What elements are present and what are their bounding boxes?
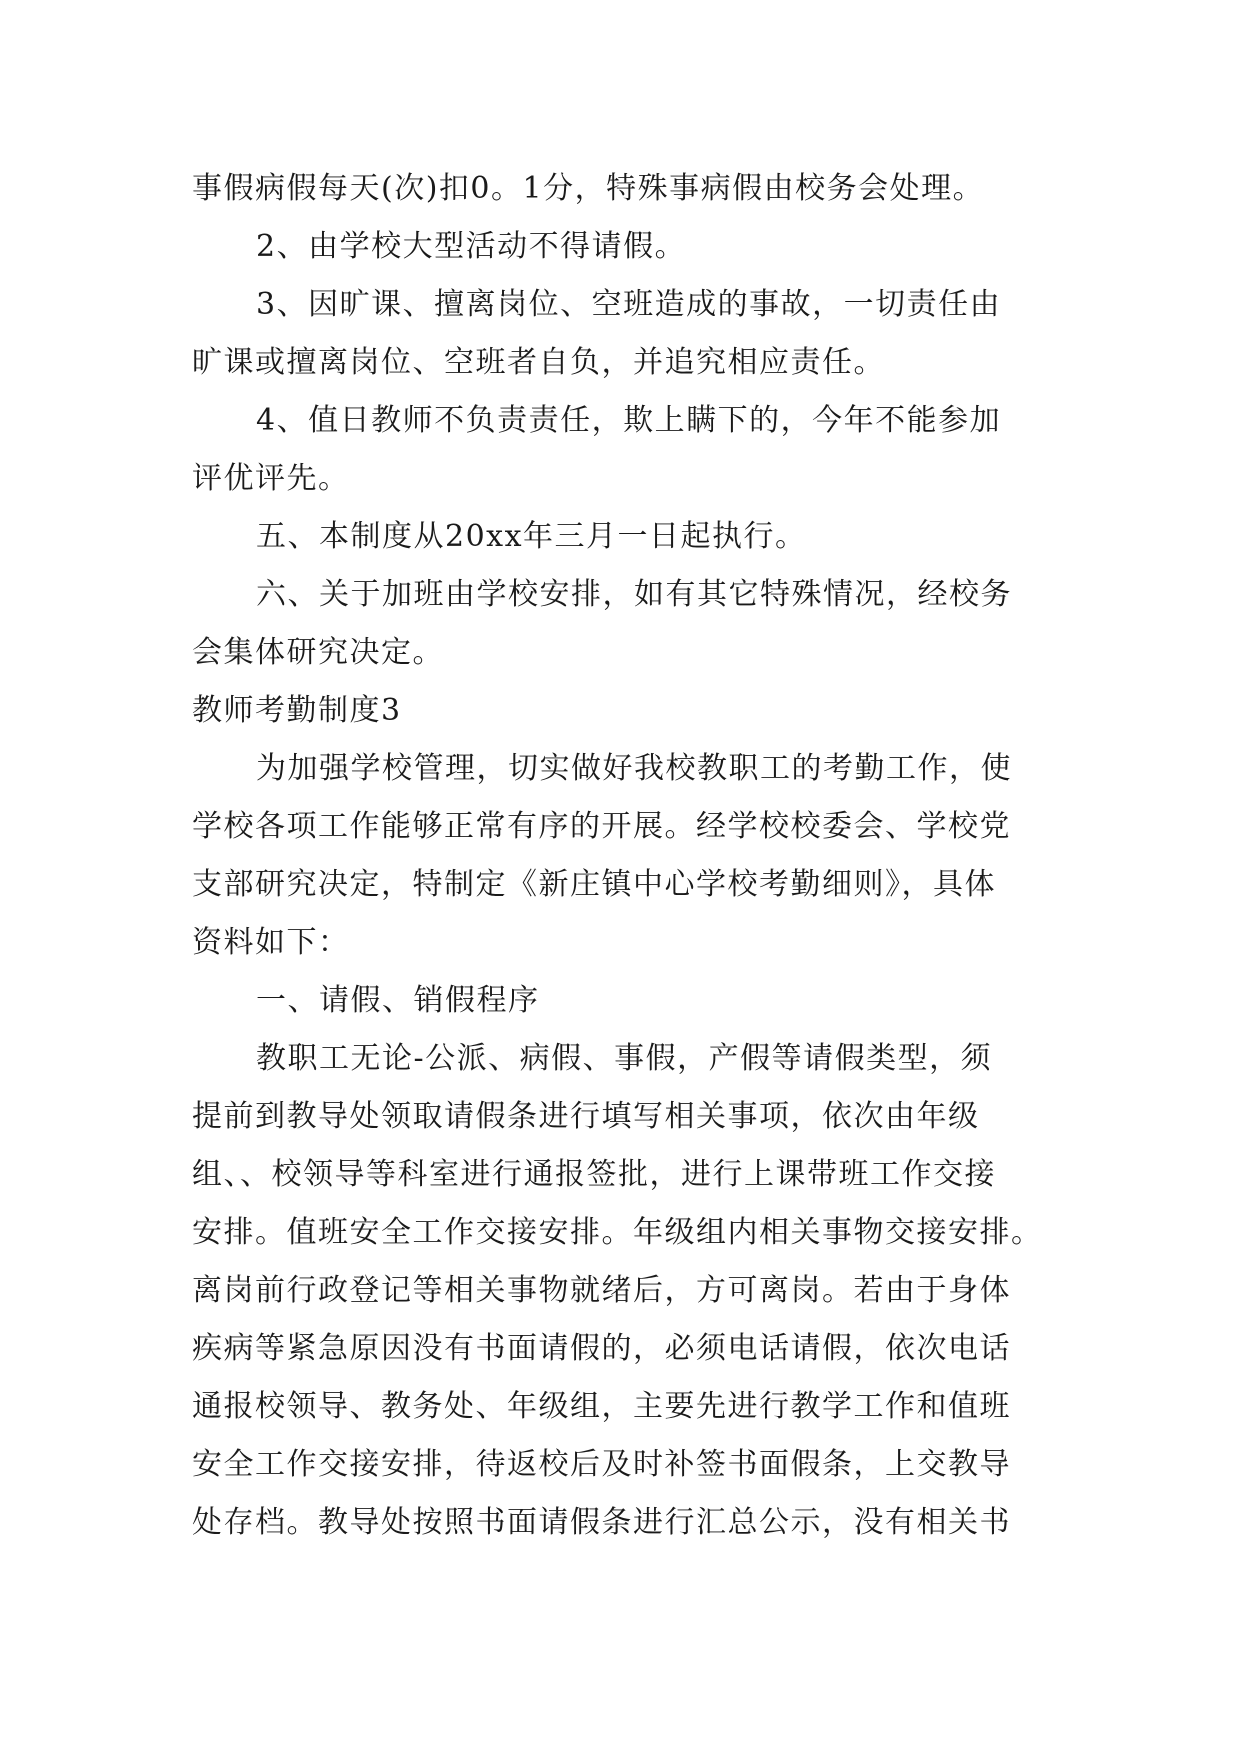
- text-line: 通报校领导、教务处、年级组，主要先进行教学工作和值班: [192, 1389, 1011, 1424]
- text-line: 4、值日教师不负责责任，欺上瞒下的，今年不能参加: [256, 403, 1002, 438]
- text-line: 提前到教导处领取请假条进行填写相关事项，依次由年级: [192, 1099, 980, 1134]
- text-line: 离岗前行政登记等相关事物就绪后，方可离岗。若由于身体: [192, 1273, 1011, 1308]
- text-line: 六、关于加班由学校安排，如有其它特殊情况，经校务: [256, 577, 1012, 612]
- text-line: 疾病等紧急原因没有书面请假的，必须电话请假，依次电话: [192, 1331, 1011, 1366]
- text-line: 旷课或擅离岗位、空班者自负，并追究相应责任。: [192, 345, 885, 380]
- text-line: 为加强学校管理，切实做好我校教职工的考勤工作，使: [256, 751, 1012, 786]
- text-line: 教职工无论-公派、病假、事假，产假等请假类型，须: [256, 1041, 993, 1076]
- text-line: 学校各项工作能够正常有序的开展。经学校校委会、学校党: [192, 809, 1011, 844]
- document-body: [192, 160, 1052, 1552]
- text-line: 支部研究决定，特制定《新庄镇中心学校考勤细则》，具体: [192, 867, 996, 902]
- text-line: 组、、校领导等科室进行通报签批，进行上课带班工作交接: [192, 1157, 996, 1192]
- section-heading: 教师考勤制度3: [192, 693, 402, 728]
- text-line: 事假病假每天(次)扣0。1分，特殊事病假由校务会处理。: [192, 171, 985, 206]
- text-line: 会集体研究决定。: [192, 635, 444, 670]
- text-line: 3、因旷课、擅离岗位、空班造成的事故，一切责任由: [256, 287, 1002, 322]
- text-line: 五、本制度从20xx年三月一日起执行。: [256, 519, 807, 554]
- text-line: 安排。值班安全工作交接安排。年级组内相关事物交接安排。: [192, 1215, 1043, 1250]
- text-line: 处存档。教导处按照书面请假条进行汇总公示，没有相关书: [192, 1505, 1011, 1540]
- text-line: 2、由学校大型活动不得请假。: [256, 229, 687, 264]
- text-line: 评优评先。: [192, 461, 350, 496]
- subsection-heading: 一、请假、销假程序: [256, 983, 540, 1018]
- text-line: 资料如下：: [192, 925, 350, 960]
- text-line: 安全工作交接安排，待返校后及时补签书面假条，上交教导: [192, 1447, 1011, 1482]
